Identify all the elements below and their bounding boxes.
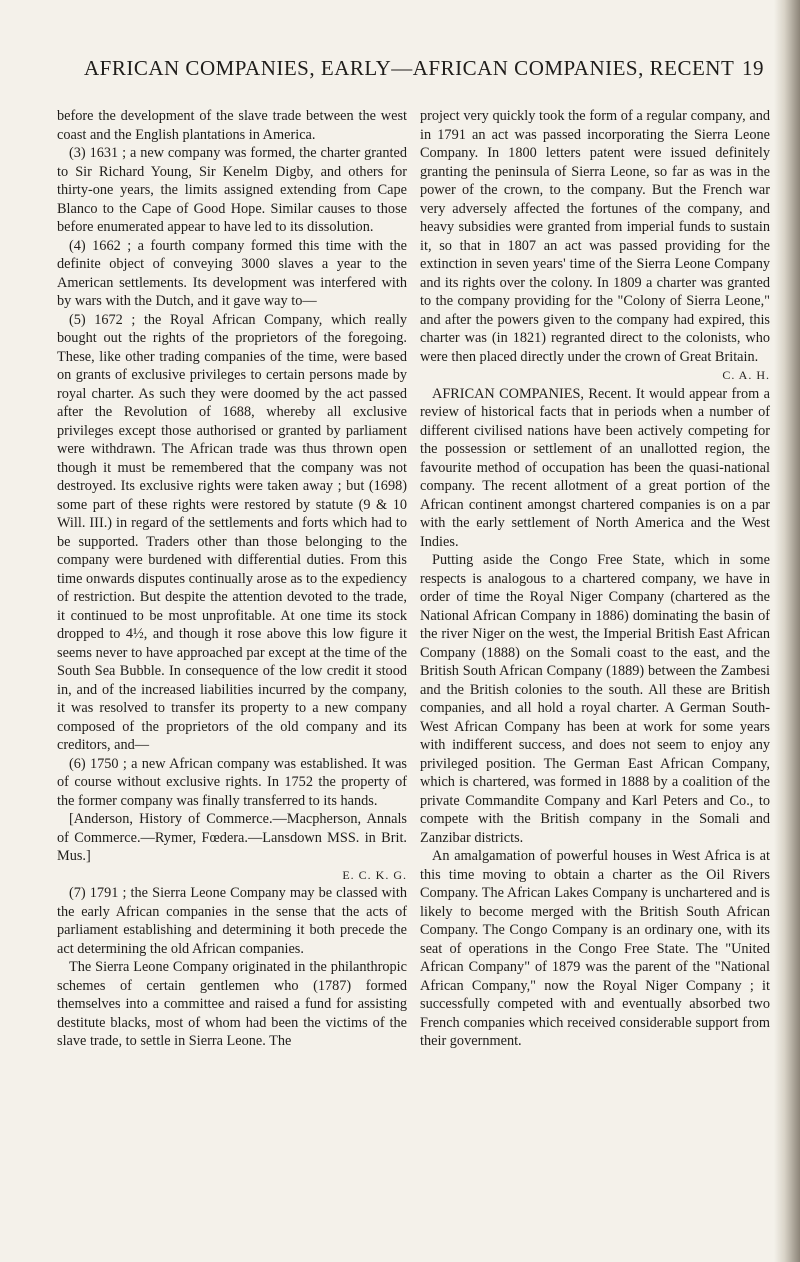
running-title: AFRICAN COMPANIES, EARLY—AFRICAN COMPANIES, RECENT — [84, 56, 735, 80]
paragraph: (6) 1750 ; a new African company was established. It was of course without exclusive rights. In 1752 the property of the former company was finally transferred to its hands. — [57, 755, 407, 809]
running-header — [84, 56, 764, 86]
author-initials: E. C. K. G. — [342, 867, 407, 882]
entry-heading-paragraph: AFRICAN COMPANIES, Recent. It would appear from a review of historical facts that in periods when a number of different civilised nations have been actively competing for the possession or settlement of an unallotted region, the favourite method of occupation has been the quasi-national company. The recent allotment of a great portion of the African continent amongst chartered companies is on a par with the early settlement of North America and the West Indies. — [420, 385, 770, 550]
paragraph: An amalgamation of powerful houses in West Africa is at this time moving to obtain a charter as the Oil Rivers Company. The African Lakes Company is unchartered and is likely to become merged with the British South African Company. The Congo Company is an ordinary one, with its seat of operations in the Congo Free State. The "United African Company" of 1879 was the parent of the "National African Company," now the Royal Niger Company ; it successfully competed with and eventually absorbed two French companies which received considerable support from their government. — [420, 848, 770, 1049]
paragraph: (7) 1791 ; the Sierra Leone Company may be classed with the early African companies in the sense that the acts of parliament establishing and determining it both precede the act determining the old African companies. — [57, 885, 407, 957]
paragraph: (4) 1662 ; a fourth company formed this time with the definite object of conveying 3000 slaves a year to the American settlements. Its development was interfered with by wars with the Dutch, and it gave way to— — [57, 237, 407, 309]
paragraph: (3) 1631 ; a new company was formed, the charter granted to Sir Richard Young, Sir Kenelm Digby, and others for thirty-one years, the limits assigned extending from Cape Blanco to the Cape of Good Hope. Similar causes to those before enumerated appear to have led to its dissolution. — [57, 145, 407, 235]
paragraph: (5) 1672 ; the Royal African Company, which really bought out the rights of the proprietors of the foregoing. These, like other trading companies of the time, were based on grants of exclusive privileges to certain persons made by royal charter. As such they were doomed by the act passed after the Revolution of 1688, whereby all exclusive privileges except those authorised or granted by parliament were withdrawn. The African trade was thus thrown open though it must be remembered that the company was not destroyed. Its exclusive rights were taken away ; but (1698) some part of these rights were restored by statute (9 & 10 Will. III.) in regard of the settlements and forts which had to be supported. Traders other than those belonging to the company were burdened with differential duties. From this time onwards disputes continually arose as to the expediency of restriction. But despite the attention devoted to the trade, it continued to be most unprofitable. At one time its stock dropped to 4½, and though it rose above this low figure it seems never to have approached par except at the time of the South Sea Bubble. In consequence of the low credit it stood in, and of the increased liabilities incurred by the company, it was resolved to transfer its property to a new company composed of the proprietors of the old company and its creditors, and— — [57, 311, 407, 753]
paragraph: Putting aside the Congo Free State, which in some respects is analogous to a chartered company, we have in order of time the Royal Niger Company (chartered as the National African Company in 1886) dominating the basin of the river Niger on the west, the Imperial British East African Company (1888) on the Somali coast to the east, and the British South African Company (1889) between the Zambesi and the British colonies to the south. All these are British companies, and all hold a royal charter. A German South-West African Company has been at work for some years with indifferent success, and does not seem to enjoy any privileged position. The German East African Company, which is chartered, was formed in 1888 by a coalition of the private Commandite Company and Karl Peters and Co., to compete with the British company in the Somali and Zanzibar districts. — [420, 552, 770, 846]
right-column — [420, 107, 770, 1051]
paragraph: The Sierra Leone Company originated in the philanthropic schemes of certain gentlemen who (1787) formed themselves into a committee and raised a fund for assisting destitute blacks, most of whom had been the victims of the slave trade, to settle in Sierra Leone. The — [57, 959, 407, 1049]
author-initials: C. A. H. — [722, 368, 770, 382]
page-number: 19 — [742, 56, 764, 80]
paragraph: before the development of the slave trade between the west coast and the English plantations in America. — [57, 108, 407, 143]
paragraph: project very quickly took the form of a regular company, and in 1791 an act was passed incorporating the Sierra Leone Company. In 1800 letters patent were issued definitely granting the peninsula of Sierra Leone, so far as was in the power of the crown, to the company. But the French war very adversely affected the fortunes of the company, and heavy subsidies were granted from imperial funds to sustain it, so that in 1807 an act was passed providing for the extinction in seven years' time of the Sierra Leone Company and its rights over the colony. In 1809 a charter was granted to the company providing for the "Colony of Sierra Leone," and after the powers given to the company had expired, this charter was (in 1821) regranted direct to the colonists, who were then placed directly under the crown of Great Britain. — [420, 108, 770, 365]
left-column — [57, 107, 407, 1051]
page-edge-shadow — [774, 0, 800, 1262]
bibliography: [Anderson, History of Commerce.—Macpherson, Annals of Commerce.—Rymer, Fœdera.—Lansdown MSS. in Brit. Mus.] — [57, 811, 407, 864]
